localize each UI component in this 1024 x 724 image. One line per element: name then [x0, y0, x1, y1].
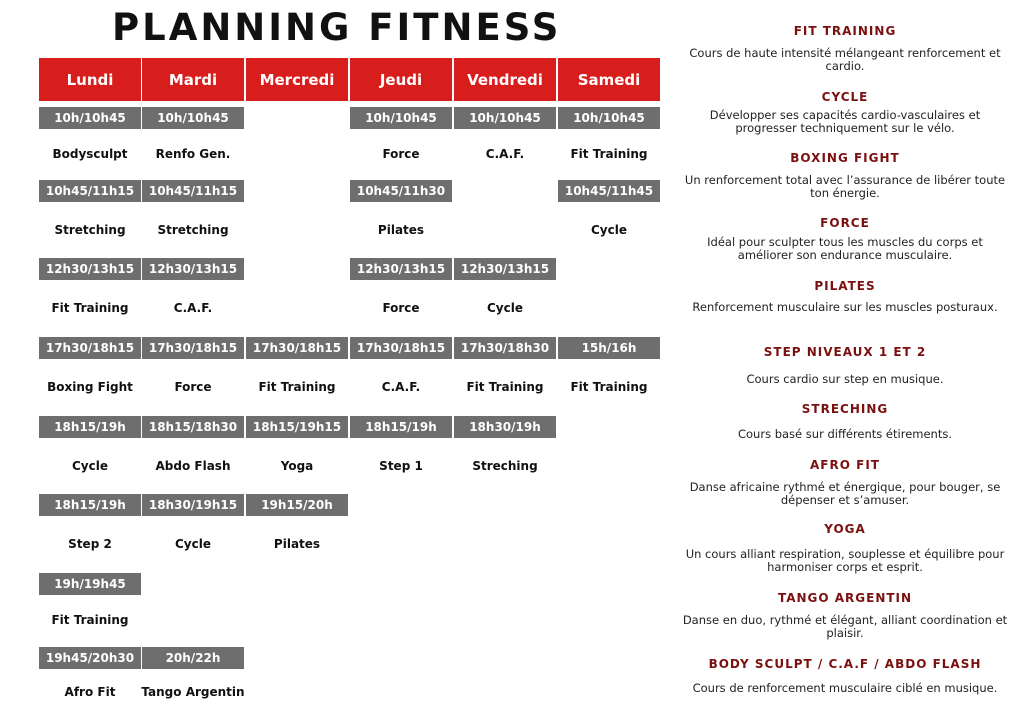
class-name: Fit Training — [570, 380, 648, 394]
time-slot: 12h30/13h15 — [453, 257, 557, 281]
description-text: Danse en duo, rythmé et élégant, alliant coordination et plaisir. — [682, 613, 1008, 640]
class-name: Force — [382, 147, 420, 161]
description-text: Cours basé sur différents étirements. — [737, 427, 952, 441]
page-title: PLANNING FITNESS — [112, 6, 562, 49]
time-slot: 10h/10h45 — [453, 106, 557, 130]
day-header-samedi: Samedi — [557, 57, 661, 102]
class-name: Stretching — [157, 223, 229, 237]
class-name: Pilates — [377, 223, 425, 237]
time-slot: 17h30/18h15 — [349, 336, 453, 360]
time-slot: 10h/10h45 — [141, 106, 245, 130]
class-name: Fit Training — [570, 147, 648, 161]
time-slot: 20h/22h — [141, 646, 245, 670]
class-name: Boxing Fight — [47, 380, 133, 394]
description-title-step-niveaux-1-et-2: STEP NIVEAUX 1 ET 2 — [763, 345, 927, 359]
class-name: Step 1 — [379, 459, 423, 473]
day-header-vendredi: Vendredi — [453, 57, 557, 102]
description-text: Cours cardio sur step en musique. — [746, 372, 944, 386]
time-slot: 10h45/11h30 — [349, 179, 453, 203]
description-text: Renforcement musculaire sur les muscles posturaux. — [692, 300, 998, 314]
time-slot: 18h30/19h — [453, 415, 557, 439]
time-slot: 18h15/19h15 — [245, 415, 349, 439]
class-name: Fit Training — [466, 380, 544, 394]
class-name: Fit Training — [258, 380, 336, 394]
time-slot: 19h15/20h — [245, 493, 349, 517]
time-slot: 10h/10h45 — [349, 106, 453, 130]
description-text: Développer ses capacités cardio-vasculaires et progresser techniquement sur le vélo. — [709, 108, 981, 135]
class-name: Yoga — [280, 459, 314, 473]
time-slot: 19h45/20h30 — [38, 646, 142, 670]
day-header-mercredi: Mercredi — [245, 57, 349, 102]
class-name: C.A.F. — [173, 301, 213, 315]
description-title-fit-training: FIT TRAINING — [793, 24, 897, 38]
time-slot: 10h45/11h15 — [141, 179, 245, 203]
time-slot: 17h30/18h15 — [141, 336, 245, 360]
class-name: Abdo Flash — [155, 459, 231, 473]
description-title-afro-fit: AFRO FIT — [810, 458, 880, 472]
description-text: Cours de haute intensité mélangeant renforcement et cardio. — [689, 46, 1001, 73]
class-name: Cycle — [487, 301, 523, 315]
time-slot: 19h/19h45 — [38, 572, 142, 596]
time-slot: 10h45/11h45 — [557, 179, 661, 203]
description-text: Danse africaine rythmé et énergique, pour bouger, se dépenser et s’amuser. — [689, 480, 1001, 507]
class-name: Streching — [472, 459, 538, 473]
day-header-lundi: Lundi — [38, 57, 142, 102]
description-text: Cours de renforcement musculaire ciblé en musique. — [692, 681, 998, 695]
description-title-body-sculpt-c-a-f-abdo-flash: BODY SCULPT / C.A.F / ABDO FLASH — [708, 657, 982, 671]
day-header-mardi: Mardi — [141, 57, 245, 102]
class-name: Force — [174, 380, 212, 394]
class-name: Bodysculpt — [52, 147, 128, 161]
time-slot: 10h/10h45 — [38, 106, 142, 130]
time-slot: 18h15/18h30 — [141, 415, 245, 439]
description-text: Un cours alliant respiration, souplesse et équilibre pour harmoniser corps et esprit. — [685, 547, 1005, 574]
description-title-boxing-fight: BOXING FIGHT — [790, 151, 900, 165]
description-text: Idéal pour sculpter tous les muscles du corps et améliorer son endurance musculaire. — [707, 235, 983, 262]
time-slot: 17h30/18h15 — [38, 336, 142, 360]
time-slot: 18h15/19h — [38, 415, 142, 439]
description-title-cycle: CYCLE — [821, 90, 869, 104]
class-name: Afro Fit — [64, 685, 116, 699]
time-slot: 12h30/13h15 — [141, 257, 245, 281]
description-text: Un renforcement total avec l’assurance de libérer toute ton énergie. — [684, 173, 1006, 200]
time-slot: 18h30/19h15 — [141, 493, 245, 517]
time-slot: 18h15/19h — [38, 493, 142, 517]
class-name: Fit Training — [51, 613, 129, 627]
time-slot: 15h/16h — [557, 336, 661, 360]
description-title-streching: STRECHING — [801, 402, 889, 416]
class-name: Tango Argentin — [141, 685, 245, 699]
time-slot: 17h30/18h15 — [245, 336, 349, 360]
class-name: Stretching — [54, 223, 126, 237]
class-name: Cycle — [175, 537, 211, 551]
class-name: C.A.F. — [485, 147, 525, 161]
class-name: Force — [382, 301, 420, 315]
class-name: Cycle — [591, 223, 627, 237]
class-name: Pilates — [273, 537, 321, 551]
class-name: Renfo Gen. — [155, 147, 231, 161]
class-name: Cycle — [72, 459, 108, 473]
time-slot: 12h30/13h15 — [38, 257, 142, 281]
time-slot: 10h/10h45 — [557, 106, 661, 130]
class-name: Step 2 — [68, 537, 112, 551]
time-slot: 12h30/13h15 — [349, 257, 453, 281]
day-header-jeudi: Jeudi — [349, 57, 453, 102]
class-name: Fit Training — [51, 301, 129, 315]
time-slot: 17h30/18h30 — [453, 336, 557, 360]
class-name: C.A.F. — [381, 380, 421, 394]
time-slot: 18h15/19h — [349, 415, 453, 439]
time-slot: 10h45/11h15 — [38, 179, 142, 203]
description-title-yoga: YOGA — [824, 522, 866, 536]
description-title-tango-argentin: TANGO ARGENTIN — [777, 591, 913, 605]
description-title-force: FORCE — [820, 216, 870, 230]
description-title-pilates: PILATES — [814, 279, 876, 293]
